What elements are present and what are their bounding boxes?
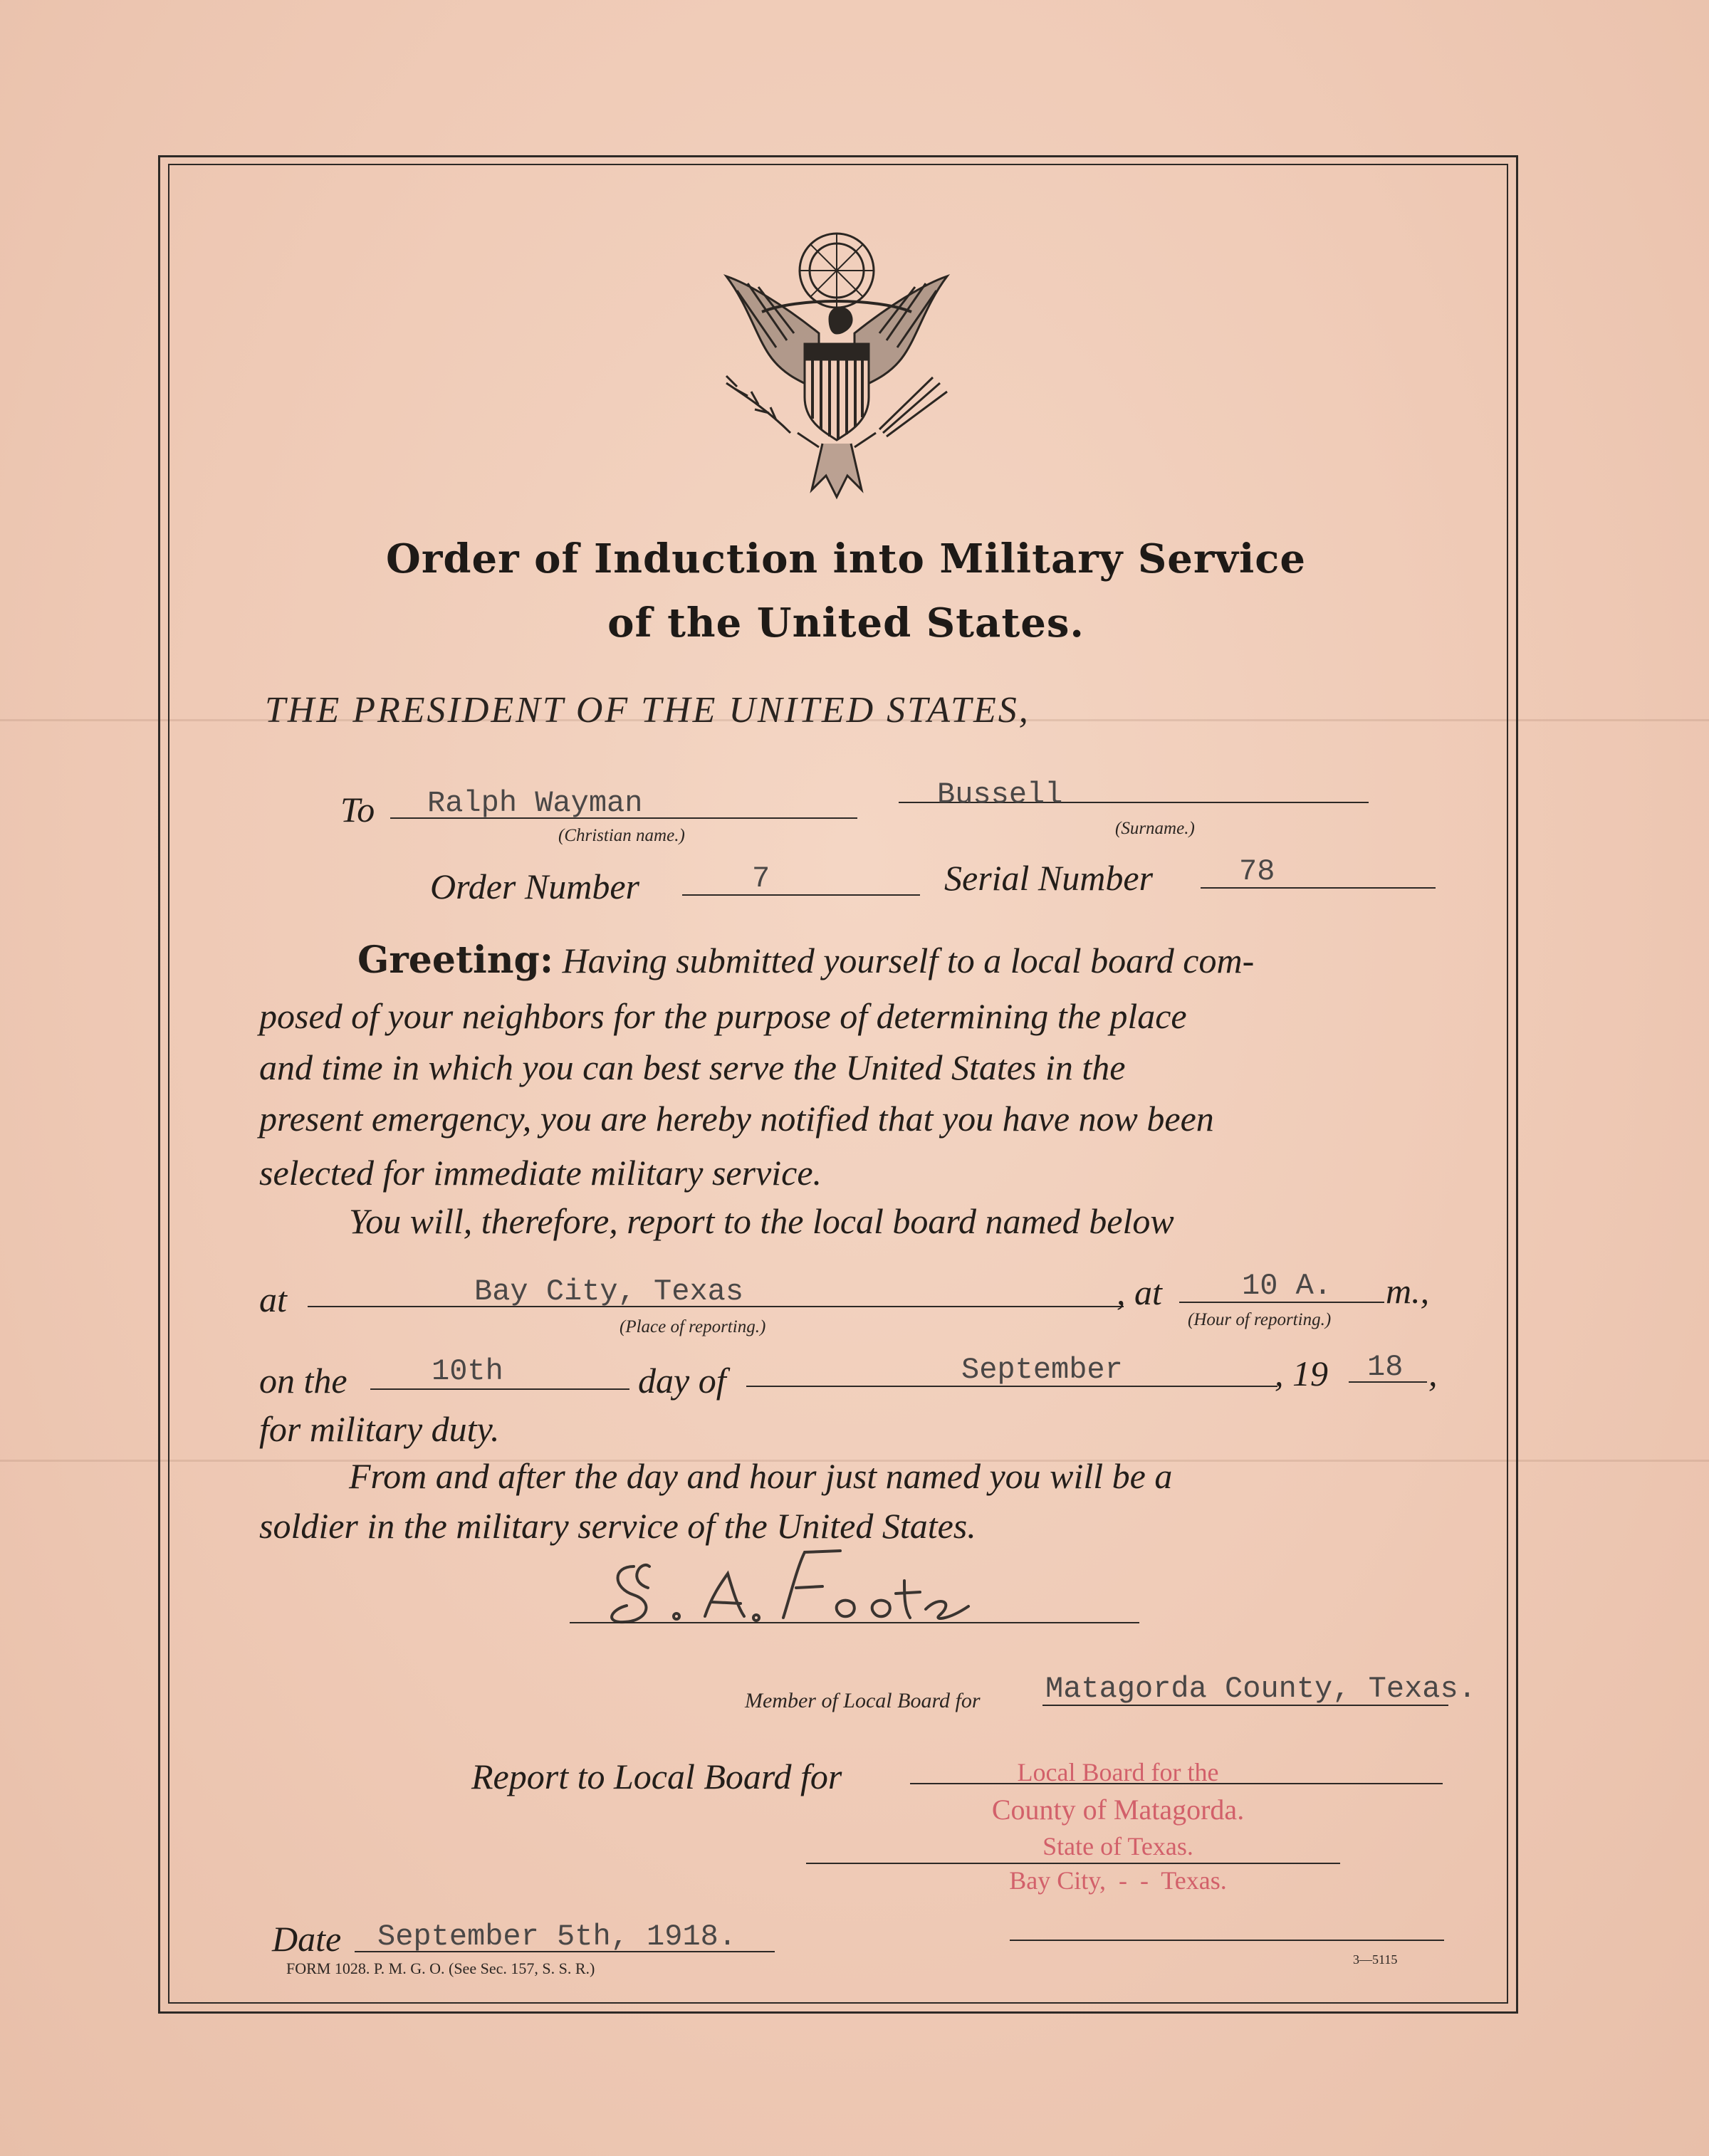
closing-line-1: From and after the day and hour just named you will be a [349, 1456, 1173, 1496]
member-county-value: Matagorda County, Texas. [1045, 1672, 1476, 1706]
surname-caption: (Surname.) [1115, 819, 1195, 838]
greeting-line-1 [357, 938, 1254, 982]
day-of-label: day of [638, 1361, 726, 1401]
greeting-line-2: posed of your neighbors for the purpose of determining the place [259, 996, 1187, 1036]
greeting-word: Greeting: [357, 938, 554, 982]
report-to-label: Report to Local Board for [471, 1757, 842, 1796]
greeting-line-4: present emergency, you are hereby notified that you have now been [259, 1099, 1214, 1139]
day-line [370, 1388, 629, 1390]
board-stamp-line-3: State of Texas. [1042, 1832, 1193, 1861]
member-label: Member of Local Board for [745, 1689, 981, 1712]
report-instruction: You will, therefore, report to the local board named below [349, 1201, 1174, 1241]
on-the-label: on the [259, 1361, 347, 1401]
christian-name-caption: (Christian name.) [558, 826, 685, 845]
meridiem-label: m., [1386, 1271, 1430, 1311]
day-value: 10th [432, 1354, 503, 1388]
to-label: To [340, 790, 375, 830]
place-caption: (Place of reporting.) [620, 1317, 766, 1336]
serial-number-label: Serial Number [944, 858, 1154, 898]
board-stamp-line-1: Local Board for the [1017, 1758, 1219, 1786]
order-number-line [682, 894, 920, 896]
great-seal-eagle-icon [705, 226, 968, 504]
form-number: FORM 1028. P. M. G. O. (See Sec. 157, S. S. R.) [286, 1959, 595, 1977]
christian-name-value: Ralph Wayman [427, 786, 643, 820]
board-stamp-line-4: Bay City, - - Texas. [1009, 1866, 1227, 1895]
order-number-label: Order Number [430, 867, 639, 906]
hour-caption: (Hour of reporting.) [1188, 1310, 1332, 1329]
hour-value: 10 A. [1242, 1269, 1332, 1303]
salutation: THE PRESIDENT OF THE UNITED STATES, [265, 690, 1030, 731]
date-value: September 5th, 1918. [377, 1920, 737, 1954]
document-title-line2: of the United States. [607, 600, 1085, 647]
greeting-line-5: selected for immediate military service. [259, 1153, 822, 1193]
month-value: September [961, 1353, 1123, 1387]
surname-value: Bussell [937, 778, 1063, 812]
place-value: Bay City, Texas [474, 1275, 744, 1309]
greeting-line-3: and time in which you can best serve the United States in the [259, 1047, 1126, 1087]
at-hour-label: , at [1117, 1272, 1162, 1312]
order-number-value: 7 [752, 862, 770, 896]
serial-number-value: 78 [1239, 854, 1275, 889]
serial-number-line [1201, 887, 1436, 889]
board-stamp-line-2: County of Matagorda. [991, 1794, 1245, 1826]
at-label: at [259, 1280, 287, 1319]
year-suffix: , [1428, 1354, 1438, 1393]
document-title-line1: Order of Induction into Military Service [386, 535, 1306, 582]
date-label: Date [272, 1919, 342, 1959]
blank-line [1010, 1940, 1444, 1941]
year-value: 18 [1367, 1350, 1404, 1384]
closing-line-2: soldier in the military service of the United States. [259, 1506, 976, 1546]
year-prefix: , 19 [1275, 1354, 1328, 1393]
signature-line [570, 1622, 1139, 1623]
print-code: 3—5115 [1353, 1952, 1398, 1967]
report-to-line-2 [806, 1863, 1340, 1864]
greeting-text-1: Having submitted yourself to a local board com- [562, 941, 1255, 980]
military-duty-line: for military duty. [259, 1409, 500, 1449]
